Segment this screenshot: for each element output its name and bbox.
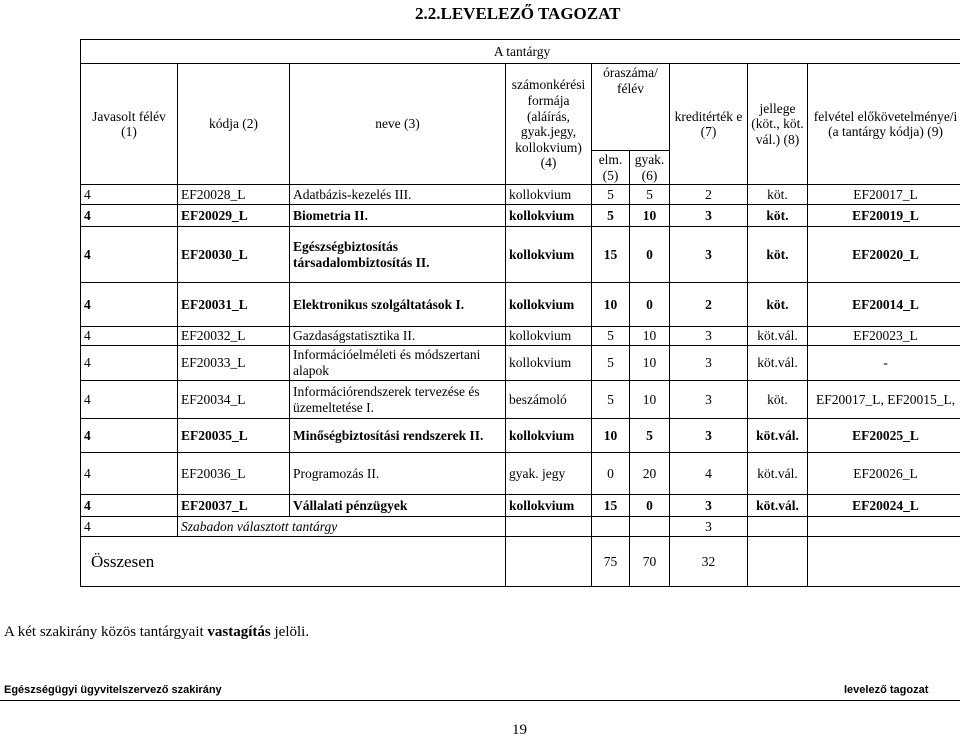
note-prefix: A két szakirány közös tantárgyait	[4, 624, 207, 640]
header-prereq: felvétel előkövetelménye/i (a tantárgy kódja) (9)	[808, 64, 960, 185]
cell-lecture: 0	[592, 453, 630, 495]
note-suffix: jelöli.	[271, 624, 309, 640]
footer-divider	[0, 700, 960, 701]
cell-prereq: EF20024_L	[808, 495, 960, 517]
cell-code: EF20037_L	[178, 495, 290, 517]
table-row	[81, 185, 960, 205]
cell-lecture: 10	[592, 419, 630, 453]
note-bold: vastagítás	[207, 624, 270, 640]
cell-exam: kollokvium	[506, 419, 592, 453]
cell-practice: 10	[630, 205, 670, 227]
cell-exam: kollokvium	[506, 227, 592, 283]
cell-semester: 4	[81, 227, 178, 283]
cell-lecture: 15	[592, 227, 630, 283]
header-credit: kreditérték e (7)	[670, 64, 748, 185]
cell-code: EF20029_L	[178, 205, 290, 227]
cell-lecture: 15	[592, 495, 630, 517]
table-row	[81, 453, 960, 495]
total-credit: 32	[670, 537, 748, 587]
cell-exam: kollokvium	[506, 185, 592, 205]
cell-semester: 4	[81, 453, 178, 495]
cell-exam: kollokvium	[506, 346, 592, 381]
cell-code: EF20030_L	[178, 227, 290, 283]
cell-prereq: EF20020_L	[808, 227, 960, 283]
cell-lecture: 5	[592, 185, 630, 205]
page-title: 2.2.LEVELEZŐ TAGOZAT	[415, 4, 620, 24]
header-exam: számonkérési formája (aláírás, gyak.jegy, kollokvium) (4)	[506, 64, 592, 185]
cell-code: EF20031_L	[178, 283, 290, 327]
cell-exam: beszámoló	[506, 381, 592, 419]
cell-semester: 4	[81, 185, 178, 205]
cell-type: köt.	[748, 205, 808, 227]
footer-specialization: Egészségügyi ügyvitelszervező szakirány	[4, 684, 222, 696]
header-hours: óraszáma/ félév	[592, 64, 670, 151]
header-lecture: elm. (5)	[592, 151, 630, 185]
elective-semester: 4	[81, 517, 178, 537]
cell-practice: 10	[630, 381, 670, 419]
table-row	[81, 419, 960, 453]
table-row	[81, 283, 960, 327]
cell-type: köt.	[748, 185, 808, 205]
total-practice: 70	[630, 537, 670, 587]
cell-name: Programozás II.	[290, 453, 506, 495]
cell-prereq: EF20017_L, EF20015_L,	[808, 381, 960, 419]
table-row	[81, 381, 960, 419]
elective-name: Szabadon választott tantárgy	[178, 517, 506, 537]
header-name: neve (3)	[290, 64, 506, 185]
cell-lecture: 5	[592, 327, 630, 346]
cell-exam: kollokvium	[506, 205, 592, 227]
table-row	[81, 495, 960, 517]
header-semester: Javasolt félév (1)	[81, 64, 178, 185]
cell-practice: 20	[630, 453, 670, 495]
cell-name: Biometria II.	[290, 205, 506, 227]
cell-prereq: EF20026_L	[808, 453, 960, 495]
cell-credit: 4	[670, 453, 748, 495]
cell-semester: 4	[81, 381, 178, 419]
cell-semester: 4	[81, 205, 178, 227]
cell-lecture: 10	[592, 283, 630, 327]
elective-type	[748, 517, 808, 537]
footer-program: levelező tagozat	[844, 684, 928, 696]
cell-code: EF20028_L	[178, 185, 290, 205]
cell-code: EF20033_L	[178, 346, 290, 381]
cell-type: köt.vál.	[748, 495, 808, 517]
cell-credit: 3	[670, 381, 748, 419]
cell-prereq: EF20019_L	[808, 205, 960, 227]
cell-lecture: 5	[592, 346, 630, 381]
cell-prereq: EF20025_L	[808, 419, 960, 453]
cell-practice: 0	[630, 495, 670, 517]
table-row-elective	[81, 517, 960, 537]
cell-practice: 10	[630, 346, 670, 381]
cell-semester: 4	[81, 419, 178, 453]
cell-credit: 3	[670, 327, 748, 346]
cell-exam: kollokvium	[506, 327, 592, 346]
cell-practice: 0	[630, 283, 670, 327]
cell-name: Minőségbiztosítási rendszerek II.	[290, 419, 506, 453]
cell-exam: gyak. jegy	[506, 453, 592, 495]
elective-prereq	[808, 517, 960, 537]
cell-semester: 4	[81, 346, 178, 381]
elective-lecture	[592, 517, 630, 537]
header-group: A tantárgy	[81, 40, 960, 64]
cell-code: EF20035_L	[178, 419, 290, 453]
table-row	[81, 205, 960, 227]
elective-exam	[506, 517, 592, 537]
cell-credit: 3	[670, 227, 748, 283]
cell-credit: 3	[670, 205, 748, 227]
cell-practice: 10	[630, 327, 670, 346]
cell-semester: 4	[81, 327, 178, 346]
total-exam	[506, 537, 592, 587]
cell-credit: 3	[670, 419, 748, 453]
page-number: 19	[512, 722, 527, 739]
cell-practice: 5	[630, 419, 670, 453]
cell-name: Elektronikus szolgáltatások I.	[290, 283, 506, 327]
header-type: jellege (köt., köt. vál.) (8)	[748, 64, 808, 185]
cell-semester: 4	[81, 283, 178, 327]
table-row	[81, 346, 960, 381]
cell-type: köt.vál.	[748, 419, 808, 453]
elective-credit: 3	[670, 517, 748, 537]
cell-prereq: EF20017_L	[808, 185, 960, 205]
total-label: Összesen	[81, 537, 506, 587]
cell-name: Információrendszerek tervezése és üzemeltetése I.	[290, 381, 506, 419]
cell-exam: kollokvium	[506, 283, 592, 327]
cell-name: Egészségbiztosítás társadalombiztosítás II.	[290, 227, 506, 283]
header-practice: gyak. (6)	[630, 151, 670, 185]
cell-name: Adatbázis-kezelés III.	[290, 185, 506, 205]
bold-note	[4, 624, 309, 641]
cell-lecture: 5	[592, 381, 630, 419]
cell-semester: 4	[81, 495, 178, 517]
cell-practice: 5	[630, 185, 670, 205]
cell-name: Gazdaságstatisztika II.	[290, 327, 506, 346]
total-lecture: 75	[592, 537, 630, 587]
total-prereq	[808, 537, 960, 587]
cell-lecture: 5	[592, 205, 630, 227]
cell-type: köt.vál.	[748, 346, 808, 381]
table-row	[81, 327, 960, 346]
cell-credit: 2	[670, 185, 748, 205]
header-code: kódja (2)	[178, 64, 290, 185]
cell-type: köt.vál.	[748, 327, 808, 346]
cell-code: EF20034_L	[178, 381, 290, 419]
cell-prereq: -	[808, 346, 960, 381]
cell-code: EF20036_L	[178, 453, 290, 495]
table-row	[81, 227, 960, 283]
cell-type: köt.	[748, 283, 808, 327]
cell-credit: 3	[670, 346, 748, 381]
cell-credit: 2	[670, 283, 748, 327]
curriculum-table	[80, 39, 960, 587]
total-type	[748, 537, 808, 587]
cell-type: köt.vál.	[748, 453, 808, 495]
cell-type: köt.	[748, 227, 808, 283]
cell-name: Vállalati pénzügyek	[290, 495, 506, 517]
cell-credit: 3	[670, 495, 748, 517]
cell-name: Információelméleti és módszertani alapok	[290, 346, 506, 381]
table-row-total	[81, 537, 960, 587]
cell-exam: kollokvium	[506, 495, 592, 517]
cell-type: köt.	[748, 381, 808, 419]
cell-practice: 0	[630, 227, 670, 283]
cell-code: EF20032_L	[178, 327, 290, 346]
cell-prereq: EF20014_L	[808, 283, 960, 327]
elective-practice	[630, 517, 670, 537]
cell-prereq: EF20023_L	[808, 327, 960, 346]
